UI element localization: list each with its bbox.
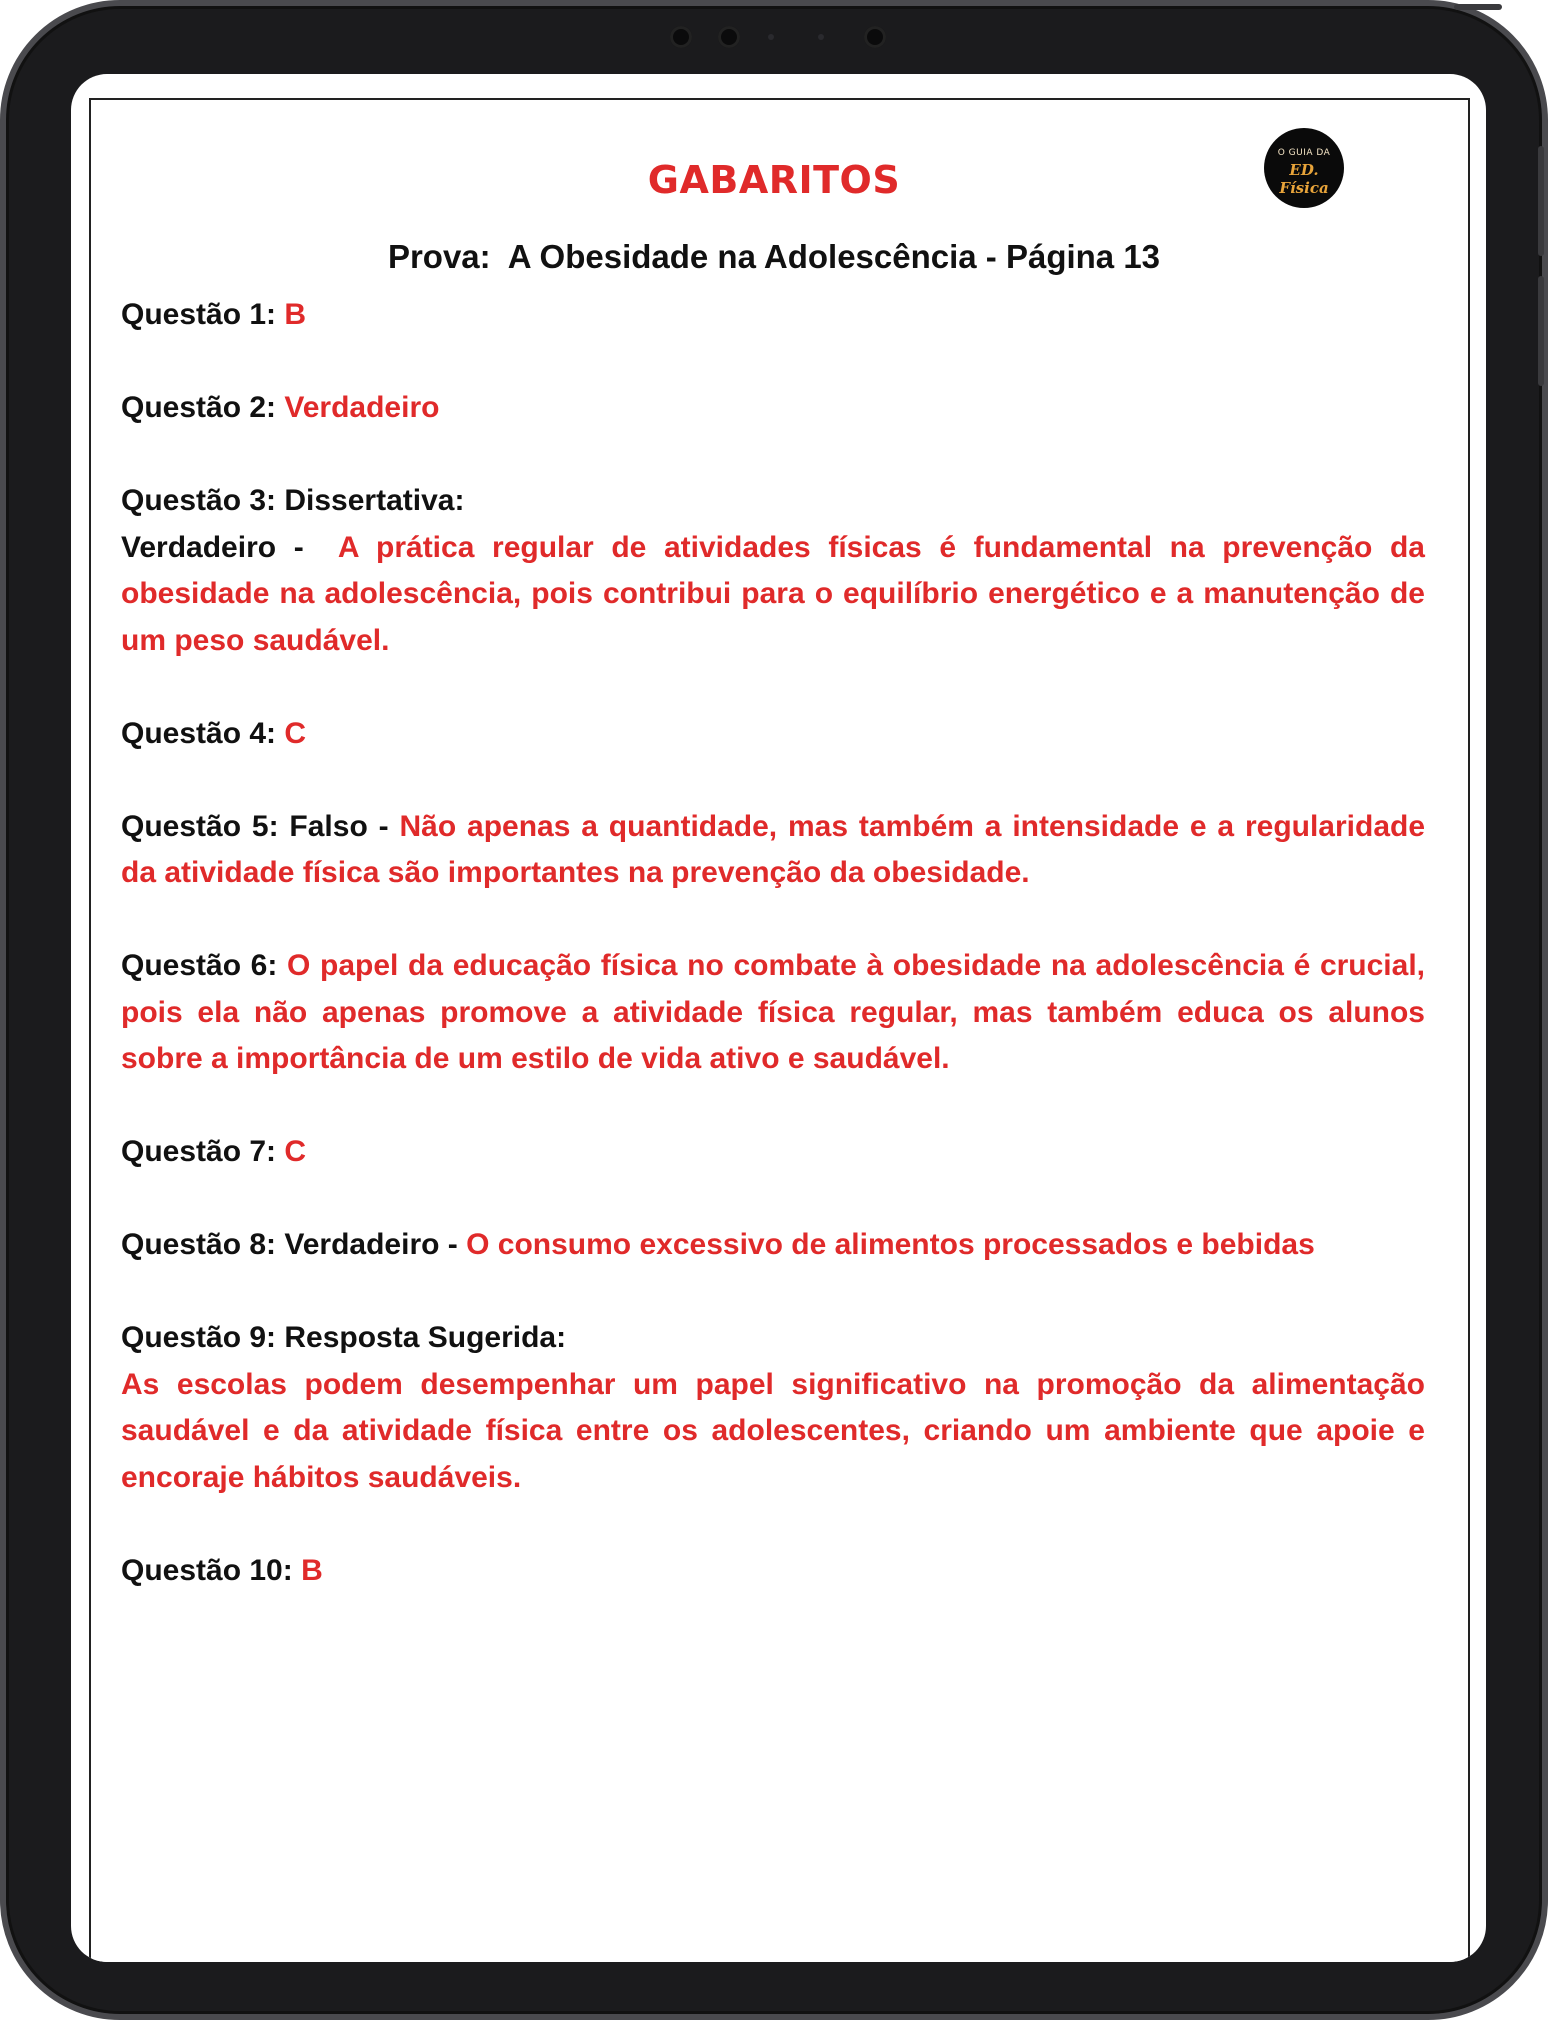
page-title: GABARITOS (647, 158, 901, 202)
question-answer: O papel da educação física no combate à obesidade na adolescência é crucial, pois ela não apenas promove a atividade física regular, mas também educa os alunos sobre a importância de um estilo de vida ativo e saudável. (121, 949, 1426, 1075)
question-answer: C (284, 1135, 307, 1168)
question-answer: Não apenas a quantidade, mas também a intensidade e a regularidade da atividade física são importantes na prevenção da obesidade. (121, 809, 1426, 889)
question-answer: A prática regular de atividades físicas é fundamental na prevenção da obesidade na adolescência, pois contribui para o equilíbrio energético e a manutenção de um peso saudável. (121, 530, 1425, 657)
camera-icon (864, 26, 886, 48)
question-label: Questão 3: Dissertativa: (121, 484, 465, 517)
question-answer: As escolas podem desempenhar um papel significativo na promoção da alimentação saudável e da atividade física entre os adolescentes, criando um ambiente que apoie e encoraje hábitos saudáveis. (121, 1367, 1425, 1494)
logo-main-text: ED. Física (1279, 161, 1329, 197)
question-label: Questão 8: Verdadeiro - (121, 1228, 467, 1261)
question-label: Questão 4: (121, 716, 285, 750)
question-7 (121, 1129, 1425, 1176)
camera-icon (718, 26, 740, 48)
question-9 (121, 1315, 1425, 1501)
answer-list (121, 292, 1425, 1641)
question-3 (121, 478, 1425, 664)
question-answer: C (284, 716, 307, 750)
question-answer: B (301, 1553, 323, 1587)
question-answer: Verdadeiro (284, 391, 440, 424)
question-label: Questão 1: (121, 298, 285, 331)
question-answer: B (284, 298, 307, 331)
question-6 (121, 943, 1425, 1083)
camera-bar (666, 24, 894, 50)
question-label: Questão 7: (121, 1135, 285, 1168)
camera-icon (670, 26, 692, 48)
question-10 (121, 1548, 1425, 1595)
sensor-icon (768, 34, 774, 40)
logo-small-text: O GUIA DA (1277, 148, 1331, 158)
top-button (1454, 4, 1502, 10)
volume-down-button (1538, 276, 1544, 386)
question-8 (121, 1222, 1425, 1269)
question-answer: O consumo excessivo de alimentos processados e bebidas (466, 1228, 1315, 1261)
question-2 (121, 385, 1425, 432)
page-subtitle: Prova: A Obesidade na Adolescência - Página 13 (387, 238, 1161, 275)
question-1 (121, 292, 1425, 339)
question-label: Questão 2: (121, 391, 285, 424)
question-label: Questão 9: Resposta Sugerida: (121, 1321, 567, 1354)
question-label: Questão 6: (121, 949, 288, 982)
question-prefix: Verdadeiro - (121, 530, 338, 564)
sensor-icon (818, 34, 824, 40)
question-5 (121, 804, 1425, 897)
question-label: Questão 10: (121, 1553, 302, 1587)
question-4 (121, 711, 1425, 758)
question-label: Questão 5: Falso - (121, 809, 400, 843)
